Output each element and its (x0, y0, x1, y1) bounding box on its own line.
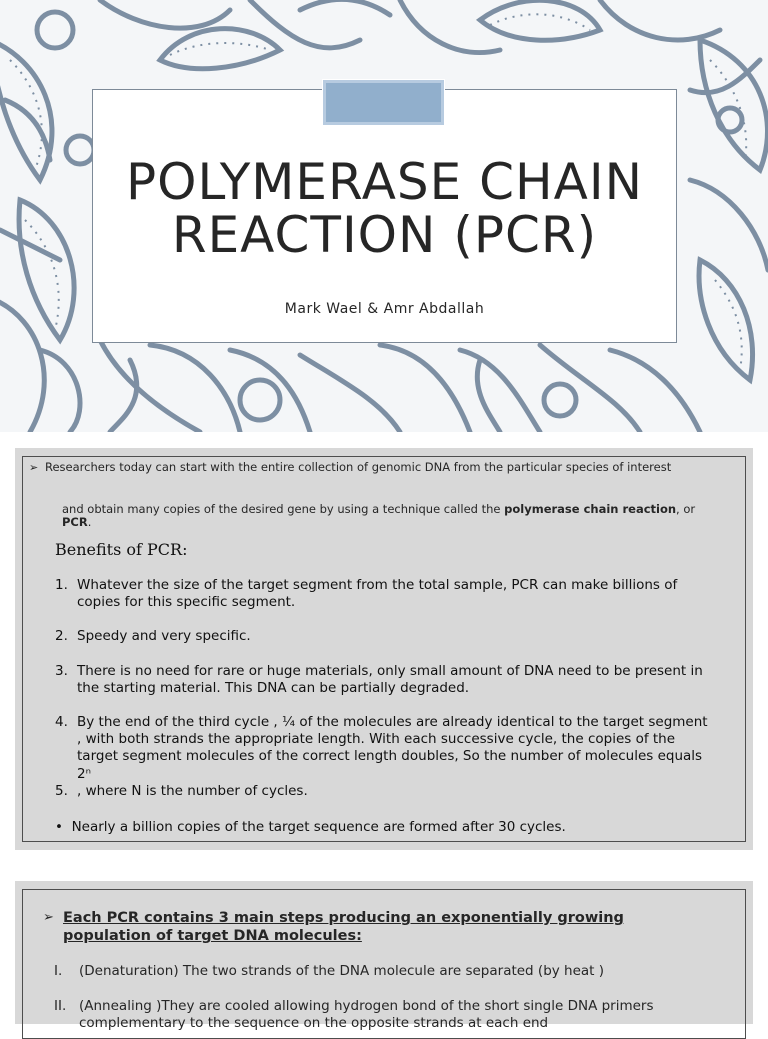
list-number: 1. (55, 577, 68, 593)
list-text: Whatever the size of the target segment from the total sample, PCR can make billions of copies for this specific segment. (77, 577, 678, 611)
steps-heading-text: Each PCR contains 3 main steps producing an exponentially growing population of target DNA molecules: (63, 910, 624, 944)
para-bold-abbrev: PCR (62, 515, 88, 529)
step-text: (Annealing )They are cooled allowing hydrogen bond of the short single DNA primers complementary to the sequence on the opposite strands at each end (79, 998, 654, 1031)
bullet-dot-icon: • (55, 819, 63, 835)
benefits-list (55, 577, 715, 800)
list-number: 2. (55, 628, 68, 645)
step-item (54, 998, 699, 1032)
step-number: II. (54, 998, 67, 1014)
list-number: 4. (55, 714, 68, 731)
benefits-heading: Benefits of PCR: (55, 540, 188, 559)
accent-tab (323, 80, 444, 125)
step-text: (Denaturation) The two strands of the DNA molecule are separated (by heat ) (79, 963, 605, 979)
list-item (55, 628, 715, 645)
para-text-end: . (87, 515, 92, 529)
steps-heading (43, 909, 703, 945)
step-item (54, 963, 699, 980)
para-bold-term: polymerase chain reaction (504, 502, 677, 516)
intro-bullet (29, 460, 715, 474)
list-item (55, 714, 715, 783)
final-bullet (55, 819, 566, 835)
title-line-2: REACTION (PCR) (171, 206, 598, 264)
arrow-bullet-icon: ➢ (29, 461, 39, 474)
intro-paragraph (62, 503, 722, 529)
title-line-1: POLYMERASE CHAIN (125, 153, 643, 211)
list-item (55, 577, 715, 611)
arrow-bullet-icon: ➢ (43, 910, 54, 925)
final-bullet-text: Nearly a billion copies of the target sequence are formed after 30 cycles. (71, 819, 566, 835)
step-number: I. (54, 963, 63, 979)
para-text-start: and obtain many copies of the desired gene by using a technique called the (62, 502, 505, 516)
title-slide (0, 0, 768, 432)
list-number: 5. (55, 782, 68, 799)
para-text-mid: , or (676, 502, 696, 516)
intro-text: Researchers today can start with the entire collection of genomic DNA from the particular species of interest (45, 460, 672, 474)
title-box (92, 89, 677, 343)
slide-subtitle: Mark Wael & Amr Abdallah (284, 301, 485, 317)
slide-title (93, 153, 676, 264)
list-text: There is no need for rare or huge materials, only small amount of DNA need to be present in the starting material. This DNA can be partially degraded. (77, 662, 703, 696)
list-number: 3. (55, 662, 68, 679)
list-text: By the end of the third cycle , ¼ of the molecules are already identical to the target segment , with both strands the appropriate length. With each successive cycle, the copies of the target segment molecules of the correct length doubles, So the number of molecules equals 2ⁿ (77, 714, 708, 782)
list-item (55, 663, 715, 697)
list-text: Speedy and very specific. (77, 628, 251, 645)
list-item (55, 783, 715, 800)
list-text: , where N is the number of cycles. (77, 782, 308, 799)
